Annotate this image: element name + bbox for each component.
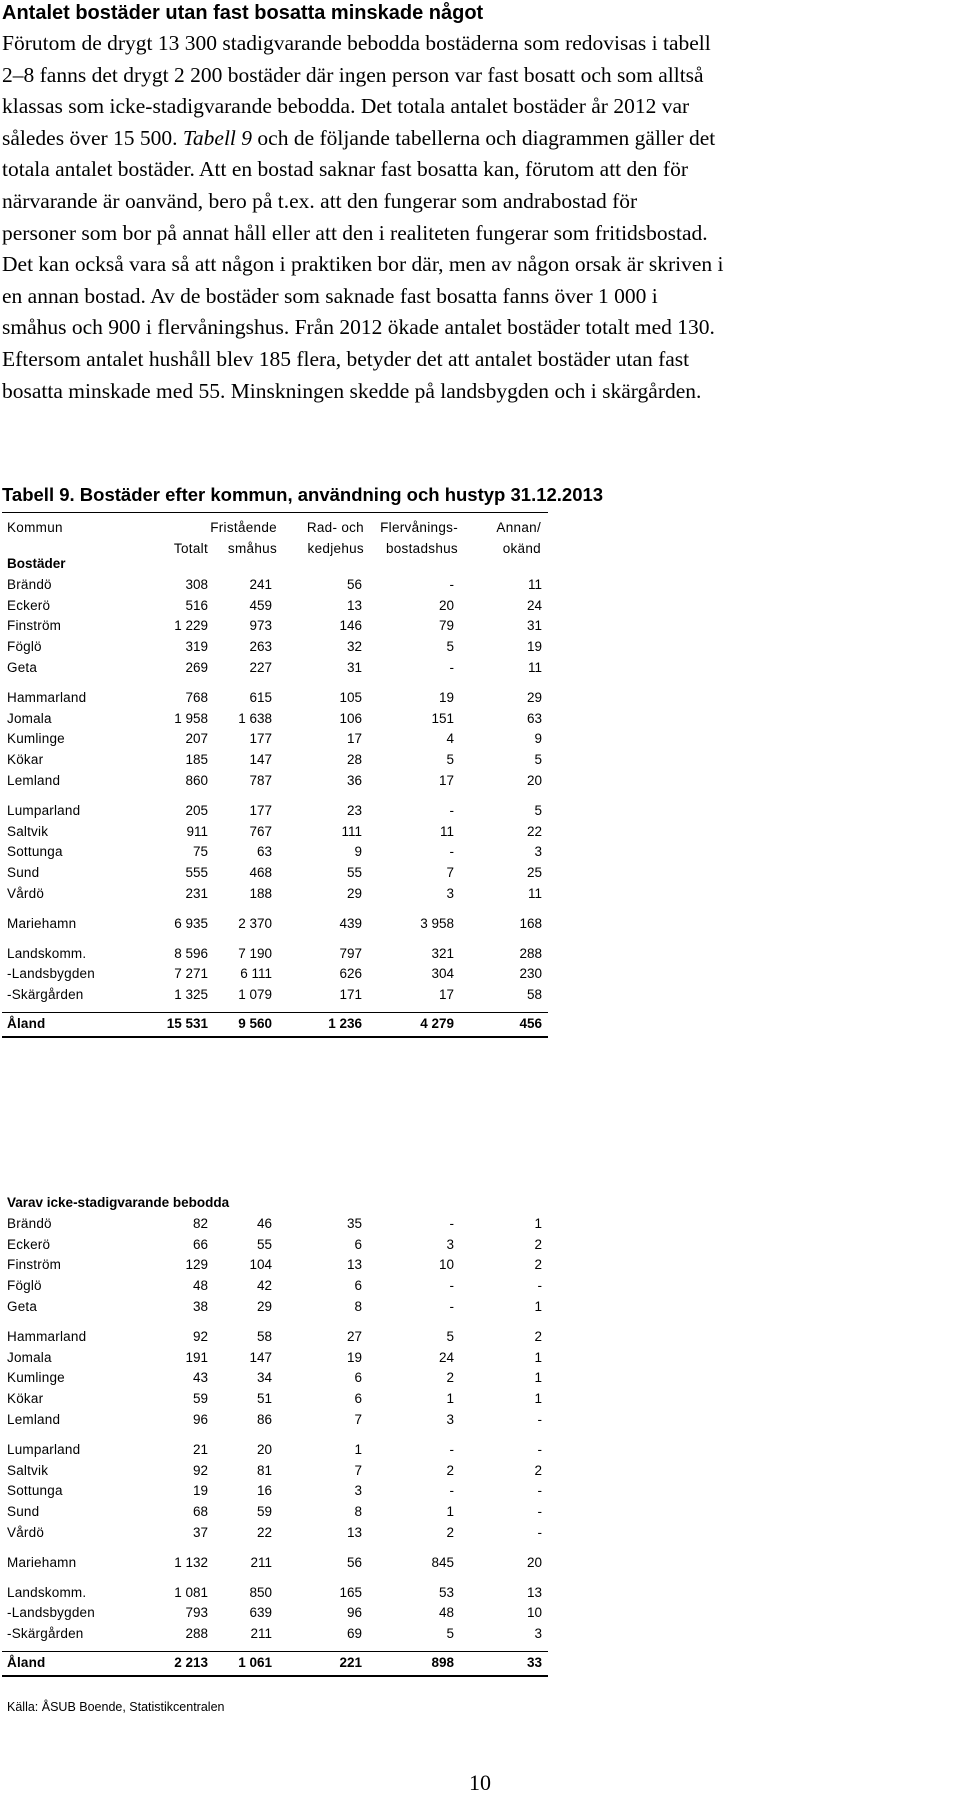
row-label: Sottunga <box>7 844 63 860</box>
paragraph-text: således över 15 500. <box>2 125 183 150</box>
table-cell: 11 <box>439 823 454 839</box>
row-label: Kumlinge <box>7 1370 65 1386</box>
table-cell: 146 <box>339 618 362 634</box>
table-cell: 227 <box>249 660 272 675</box>
table-cell: - <box>449 1483 454 1499</box>
table-cell: 555 <box>185 865 208 881</box>
table-cell: - <box>449 1441 454 1457</box>
table-cell: 304 <box>431 966 454 982</box>
table-cell: 20 <box>526 773 542 788</box>
table-cell: 639 <box>249 1605 272 1621</box>
table-cell: 2 <box>446 1370 454 1386</box>
table-cell: 17 <box>438 987 454 1003</box>
table-cell: 66 <box>192 1236 208 1252</box>
table-cell: 86 <box>256 1412 272 1427</box>
table-cell: 5 <box>446 639 454 655</box>
table-cell: 3 <box>534 844 542 860</box>
total-cell: 456 <box>519 1016 542 1031</box>
table-cell: 1 <box>534 1215 542 1231</box>
row-label: Saltvik <box>7 1462 49 1478</box>
paragraph-text: närvarande är oanvänd, bero på t.ex. att den fungerar som andrabostad för <box>2 188 638 213</box>
table-cell: - <box>449 660 454 675</box>
table-cell: 111 <box>341 823 362 839</box>
table-rule <box>2 1012 548 1013</box>
row-label: Föglö <box>7 1278 42 1294</box>
row-label: Lemland <box>7 1412 61 1427</box>
column-header: Annan/ <box>496 520 541 535</box>
table-cell: 48 <box>192 1278 208 1294</box>
table-cell: 1 <box>446 1391 454 1407</box>
table-cell: 29 <box>526 689 542 705</box>
table-cell: 5 <box>446 1328 454 1344</box>
row-label: Brändö <box>7 1215 52 1231</box>
row-label: Föglö <box>7 639 42 655</box>
row-label: Eckerö <box>7 597 51 613</box>
table-cell: 13 <box>346 1525 362 1540</box>
table-cell: 2 <box>534 1236 542 1252</box>
table-cell: 7 <box>446 865 454 881</box>
table-cell: 31 <box>346 660 362 675</box>
table-cell: 79 <box>438 618 454 634</box>
table-cell: 6 <box>354 1370 362 1386</box>
table-cell: 10 <box>526 1605 542 1621</box>
table-cell: 24 <box>526 597 542 613</box>
table-cell: - <box>449 802 454 818</box>
row-label: -Skärgården <box>7 1626 84 1642</box>
row-label: Sund <box>7 1504 40 1520</box>
table-cell: 13 <box>526 1584 542 1600</box>
table-rule <box>2 1675 548 1677</box>
table-cell: 1 <box>354 1441 362 1457</box>
table-cell: 58 <box>526 987 542 1003</box>
row-label: Landskomm. <box>7 1584 87 1600</box>
table-cell: 55 <box>256 1236 272 1252</box>
table-cell: 439 <box>339 915 362 931</box>
table-cell: 1 079 <box>238 987 272 1003</box>
table-cell: 69 <box>346 1626 362 1642</box>
table-cell: 5 <box>534 802 542 818</box>
row-label: Finström <box>7 618 62 634</box>
table-cell: 230 <box>519 966 542 982</box>
row-label: Sottunga <box>7 1483 63 1499</box>
table-cell: 24 <box>438 1349 454 1365</box>
table-title: Tabell 9. Bostäder efter kommun, användning och hustyp 31.12.2013 <box>2 484 604 505</box>
row-label: Vårdö <box>7 886 45 901</box>
table-cell: 767 <box>249 823 272 839</box>
table-cell: 319 <box>185 639 208 655</box>
table-cell: 75 <box>192 844 208 860</box>
table-cell: 263 <box>249 639 272 655</box>
section-title: Varav icke-stadigvarande bebodda <box>7 1195 230 1210</box>
row-label: Lemland <box>7 773 61 788</box>
table-cell: 82 <box>192 1215 208 1231</box>
table-cell: 191 <box>185 1349 208 1365</box>
table-cell: 7 271 <box>174 966 208 982</box>
table-cell: 165 <box>339 1584 362 1600</box>
paragraph-text: småhus och 900 i flervåningshus. Från 2012 ökade antalet bostäder totalt med 130. <box>2 315 715 340</box>
table-cell: 177 <box>249 802 272 818</box>
table-cell: 9 <box>354 844 362 860</box>
table-cell: 185 <box>185 752 208 768</box>
table-cell: 58 <box>256 1328 272 1344</box>
table-cell: 13 <box>346 1257 362 1273</box>
table-cell: - <box>537 1412 542 1427</box>
table-cell: 81 <box>256 1462 272 1478</box>
row-label: Kökar <box>7 1391 44 1407</box>
row-label: Lumparland <box>7 1441 81 1457</box>
table-cell: 1 <box>446 1504 454 1520</box>
table-cell: 6 111 <box>240 966 272 982</box>
section-title: Bostäder <box>7 556 66 571</box>
table-cell: 269 <box>185 660 208 675</box>
table-cell: 22 <box>256 1525 272 1540</box>
table-cell: 850 <box>249 1584 272 1600</box>
table-cell: - <box>537 1441 542 1457</box>
table-cell: 768 <box>185 689 208 705</box>
table-cell: 7 <box>354 1412 362 1427</box>
table-cell: 19 <box>346 1349 362 1365</box>
row-label: Mariehamn <box>7 915 77 931</box>
table-cell: 11 <box>527 886 542 901</box>
column-header: Totalt <box>173 541 208 556</box>
table-cell: 1 <box>534 1299 542 1314</box>
table-cell: 793 <box>185 1605 208 1621</box>
table-cell: 626 <box>339 966 362 982</box>
table-cell: 21 <box>192 1441 208 1457</box>
table-cell: 48 <box>438 1605 454 1621</box>
row-label: Hammarland <box>7 689 87 705</box>
table-cell: 2 <box>446 1525 454 1540</box>
table-cell: 321 <box>431 945 454 961</box>
total-cell: 15 531 <box>166 1016 208 1031</box>
section-heading: Antalet bostäder utan fast bosatta minskade något <box>2 2 484 24</box>
table-cell: 615 <box>249 689 272 705</box>
table-cell: 860 <box>185 773 208 788</box>
row-label: Jomala <box>7 1349 52 1365</box>
total-row-label: Åland <box>7 1655 46 1670</box>
table-cell: 11 <box>527 660 542 675</box>
table-cell: 63 <box>526 710 542 726</box>
table-cell: 147 <box>249 1349 272 1365</box>
table-cell: 23 <box>346 802 362 818</box>
table-cell: - <box>449 844 454 860</box>
table-cell: 22 <box>526 823 542 839</box>
table-cell: 28 <box>346 752 362 768</box>
table-cell: 188 <box>249 886 272 901</box>
column-header: Fristående <box>210 520 277 535</box>
table-cell: 20 <box>438 597 454 613</box>
paragraph-text: totala antalet bostäder. Att en bostad saknar fast bosatta kan, förutom att den för <box>2 157 689 182</box>
table-cell: 63 <box>256 844 272 860</box>
table-cell: 59 <box>192 1391 208 1407</box>
table-cell: 13 <box>346 597 362 613</box>
table-cell: 231 <box>185 886 208 901</box>
table-cell: 92 <box>192 1328 208 1344</box>
table-cell: 3 <box>446 1412 454 1427</box>
table-cell: 168 <box>519 915 542 931</box>
table-cell: 1 229 <box>174 618 208 634</box>
table-cell: - <box>449 1278 454 1294</box>
row-label: Brändö <box>7 576 52 592</box>
table-cell: 38 <box>192 1299 208 1314</box>
paragraph-text: Förutom de drygt 13 300 stadigvarande bebodda bostäderna som redovisas i tabell <box>2 31 711 55</box>
table-cell: 27 <box>346 1328 362 1344</box>
table-cell: 1 132 <box>174 1554 208 1570</box>
table-cell: 288 <box>185 1626 208 1642</box>
row-label: Kumlinge <box>7 731 65 747</box>
paragraph-text: klassas som icke-stadigvarande bebodda. Det totala antalet bostäder år 2012 var <box>2 94 690 119</box>
table-cell: 34 <box>256 1370 272 1386</box>
table-cell: 2 <box>534 1462 542 1478</box>
table-cell: 8 <box>354 1504 362 1520</box>
total-cell: 33 <box>526 1655 542 1670</box>
total-cell: 221 <box>339 1655 362 1670</box>
table-cell: 5 <box>446 752 454 768</box>
row-label: Sund <box>7 865 40 881</box>
table-cell: 211 <box>250 1626 272 1642</box>
paragraph-text: bosatta minskade med 55. Minskningen skedde på landsbygden och i skärgården. <box>2 378 702 403</box>
row-label: -Skärgården <box>7 987 84 1003</box>
table-cell: 51 <box>256 1391 272 1407</box>
row-label: Lumparland <box>7 802 81 818</box>
table-cell: 16 <box>256 1483 272 1499</box>
table-cell: 8 596 <box>174 945 208 961</box>
table-cell: 32 <box>346 639 362 655</box>
table-cell: 1 638 <box>238 710 272 726</box>
table-cell: 288 <box>519 945 542 961</box>
table-cell: 6 <box>354 1236 362 1252</box>
table-cell: 308 <box>185 576 208 592</box>
table-cell: 5 <box>446 1626 454 1642</box>
table-cell: 36 <box>346 773 362 788</box>
table-cell: 37 <box>192 1525 208 1540</box>
table-cell: 797 <box>339 945 362 961</box>
row-label: -Landsbygden <box>7 1605 95 1621</box>
table-cell: 1 <box>534 1391 542 1407</box>
table-cell: 19 <box>438 689 454 705</box>
row-label: Landskomm. <box>7 945 87 961</box>
table-cell: 1 <box>534 1370 542 1386</box>
table-cell: 11 <box>527 576 542 592</box>
row-label: Saltvik <box>7 823 49 839</box>
table-rule <box>2 1036 548 1038</box>
table-cell: 31 <box>526 618 542 634</box>
column-header: småhus <box>227 541 277 556</box>
column-header: bostadshus <box>385 541 458 556</box>
table-cell: 55 <box>346 865 362 881</box>
table-cell: 911 <box>186 823 208 839</box>
table-cell: 96 <box>346 1605 362 1621</box>
paragraph-text: 2–8 fanns det drygt 2 200 bostäder där ingen person var fast bosatt och som alltså <box>2 62 704 87</box>
table-cell: 973 <box>249 618 272 634</box>
table-cell: 7 190 <box>238 945 272 961</box>
paragraph-text: Det kan också vara så att någon i praktiken bor där, men av någon orsak är skriven i <box>2 252 724 277</box>
page-number: 10 <box>469 1770 491 1795</box>
table-cell: 8 <box>354 1299 362 1314</box>
table-cell: 68 <box>192 1504 208 1520</box>
total-cell: 1 061 <box>238 1655 272 1670</box>
table-cell: 3 958 <box>420 915 454 931</box>
table-cell: - <box>537 1483 542 1499</box>
table-cell: 2 370 <box>238 915 272 931</box>
table-cell: 171 <box>339 987 362 1003</box>
table-cell: 6 935 <box>174 915 208 931</box>
table-cell: 3 <box>354 1483 362 1499</box>
table-cell: 3 <box>534 1626 542 1642</box>
table-cell: 92 <box>192 1462 208 1478</box>
paragraph-text: och de följande tabellerna och diagrammen gäller det <box>252 125 716 150</box>
table-cell: - <box>537 1278 542 1294</box>
table-rule <box>2 1651 548 1652</box>
table-cell: 29 <box>346 886 362 901</box>
table-cell: 20 <box>526 1554 542 1570</box>
table-cell: 4 <box>446 731 454 747</box>
table-cell: 96 <box>192 1412 208 1427</box>
paragraph-text: en annan bostad. Av de bostäder som saknade fast bosatta fanns över 1 000 i <box>2 283 658 308</box>
table-cell: 56 <box>346 1554 362 1570</box>
row-label: Eckerö <box>7 1236 51 1252</box>
table-cell: 1 958 <box>174 710 208 726</box>
total-row-label: Åland <box>7 1016 46 1031</box>
total-cell: 4 279 <box>420 1016 454 1031</box>
table-cell: 59 <box>256 1504 272 1520</box>
table-cell: - <box>449 576 454 592</box>
table-cell: 787 <box>249 773 272 788</box>
column-header: Flervånings- <box>380 520 458 535</box>
row-label: Finström <box>7 1257 62 1273</box>
table-cell: 25 <box>526 865 542 881</box>
total-cell: 898 <box>431 1655 454 1670</box>
row-label: Geta <box>7 660 38 675</box>
table-cell: 845 <box>431 1554 454 1570</box>
table-cell: 56 <box>346 576 362 592</box>
table-cell: 46 <box>256 1215 272 1231</box>
column-header: okänd <box>502 541 541 556</box>
table-cell: 43 <box>192 1370 208 1386</box>
row-label: Jomala <box>7 710 52 726</box>
table-cell: 17 <box>346 731 362 747</box>
table-cell: 205 <box>185 802 208 818</box>
table-cell: 35 <box>346 1215 362 1231</box>
table-cell: 104 <box>249 1257 272 1273</box>
column-header: Kommun <box>7 520 63 535</box>
table-cell: 177 <box>249 731 272 747</box>
table-cell: 129 <box>185 1257 208 1273</box>
total-cell: 1 236 <box>328 1016 362 1031</box>
table-cell: 516 <box>185 597 208 613</box>
table-cell: 1 081 <box>174 1584 208 1600</box>
paragraph-text: personer som bor på annat håll eller att den i realiteten fungerar som fritidsbostad. <box>2 220 708 245</box>
table-cell: 17 <box>438 773 454 788</box>
row-label: -Landsbygden <box>7 966 95 982</box>
table-cell: - <box>537 1504 542 1520</box>
table-cell: 6 <box>354 1391 362 1407</box>
table-cell: - <box>537 1525 542 1540</box>
paragraph-text: Eftersom antalet hushåll blev 185 flera, betyder det att antalet bostäder utan fast <box>2 346 690 371</box>
table-cell: 7 <box>354 1462 362 1478</box>
table-cell: 3 <box>446 886 454 901</box>
table-cell: 147 <box>249 752 272 768</box>
table-cell: 207 <box>185 731 208 747</box>
table-source-note: Källa: ÅSUB Boende, Statistikcentralen <box>7 1700 225 1714</box>
table-cell: - <box>449 1215 454 1231</box>
table-cell: 5 <box>534 752 542 768</box>
table-cell: 20 <box>256 1441 272 1457</box>
table-cell: 2 <box>534 1328 542 1344</box>
table-cell: 2 <box>446 1462 454 1478</box>
table-cell: 10 <box>438 1257 454 1273</box>
table-cell: 6 <box>354 1278 362 1294</box>
row-label: Vårdö <box>7 1525 45 1540</box>
table-cell: - <box>449 1299 454 1314</box>
table-cell: 2 <box>534 1257 542 1273</box>
table-reference: Tabell 9 <box>182 125 253 150</box>
row-label: Mariehamn <box>7 1554 77 1570</box>
table-cell: 211 <box>250 1554 272 1570</box>
table-cell: 9 <box>534 731 542 747</box>
table-cell: 53 <box>438 1584 454 1600</box>
table-cell: 19 <box>526 639 542 655</box>
table-rule <box>2 512 548 513</box>
row-label: Hammarland <box>7 1328 87 1344</box>
table-cell: 3 <box>446 1236 454 1252</box>
column-header: kedjehus <box>307 541 364 556</box>
table-cell: 1 <box>534 1349 542 1365</box>
table-cell: 151 <box>431 710 454 726</box>
row-label: Geta <box>7 1299 38 1314</box>
table-cell: 459 <box>249 597 272 613</box>
table-cell: 241 <box>249 576 272 592</box>
table-cell: 19 <box>192 1483 208 1499</box>
row-label: Kökar <box>7 752 44 768</box>
column-header: Rad- och <box>306 520 364 535</box>
table-cell: 468 <box>249 865 272 881</box>
table-cell: 105 <box>339 689 362 705</box>
total-cell: 2 213 <box>174 1655 208 1670</box>
table-cell: 1 325 <box>174 987 208 1003</box>
table-cell: 29 <box>256 1299 272 1314</box>
total-cell: 9 560 <box>238 1016 272 1031</box>
table-cell: 106 <box>339 710 362 726</box>
table-cell: 42 <box>256 1278 272 1294</box>
